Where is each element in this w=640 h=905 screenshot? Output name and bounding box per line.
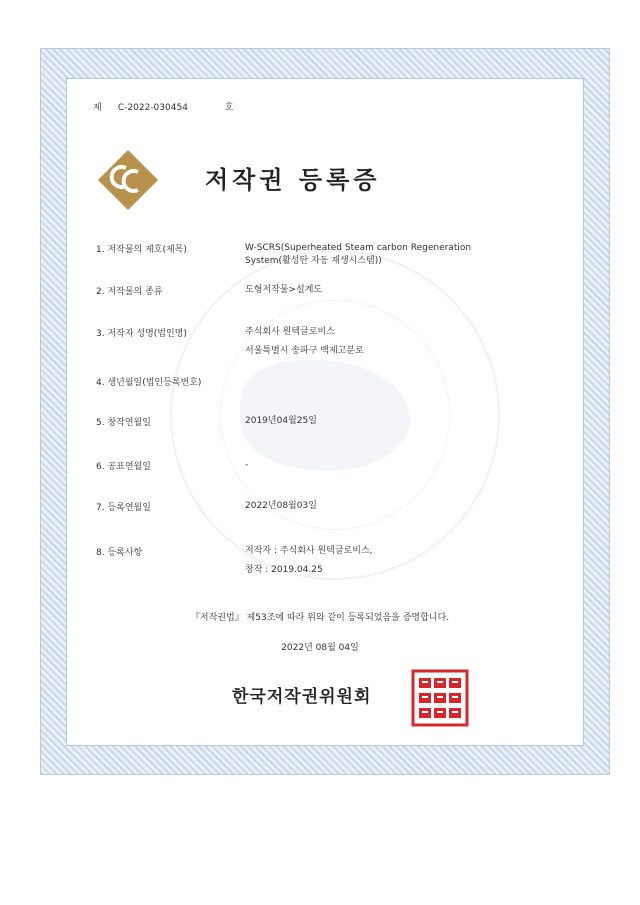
document-title: 저작권 등록증 — [205, 166, 381, 194]
field-value-line: 창작 : 2019.04.25 — [245, 565, 323, 575]
field-value-line: System(활성탄 자동 재생시스템)) — [245, 256, 382, 266]
field-value-line: W-SCRS(Superheated Steam carbon Regeneration — [245, 243, 472, 253]
issue-date: 2022년 08월 04일 — [281, 643, 359, 653]
field-label: 7. 등록연월일 — [96, 503, 151, 513]
field-value — [245, 459, 248, 472]
field-value-line: 2019년04월25일 — [245, 416, 317, 426]
field-label: 2. 저작물의 종류 — [96, 287, 163, 297]
field-label: 8. 등록사항 — [96, 548, 143, 558]
field-value — [245, 326, 364, 358]
field-value — [245, 242, 471, 268]
reg-number: C-2022-030454 — [117, 103, 188, 113]
issuer-name: 한국저작권위원회 — [232, 687, 372, 707]
field-label: 4. 생년월일(법인등록번호) — [96, 378, 202, 388]
registration-number-line — [93, 100, 233, 113]
official-seal-icon — [411, 669, 469, 727]
field-label: 6. 공표연월일 — [96, 462, 151, 472]
field-label: 1. 저작물의 제호(제목) — [96, 245, 187, 255]
copyright-logo-icon — [96, 148, 160, 212]
field-value-line: 저작자 : 주식회사 원텍글로비스, — [245, 546, 373, 556]
field-value-line: 도형저작물>설계도 — [245, 285, 323, 295]
certification-statement: 『저작권법』 제53조에 따라 위와 같이 등록되었음을 증명합니다. — [190, 613, 450, 623]
reg-prefix: 제 — [93, 103, 102, 113]
field-value — [245, 500, 317, 513]
field-value — [245, 284, 322, 297]
field-value-line: - — [245, 460, 249, 470]
field-value — [245, 415, 317, 428]
field-value-line: 주식회사 원텍글로비스 — [245, 327, 335, 337]
field-label: 3. 저작자 성명(법인명) — [96, 329, 187, 339]
field-label: 5. 창작연월일 — [96, 418, 151, 428]
field-value — [245, 545, 373, 577]
field-value-line: 서울특별시 송파구 백제고분로 — [245, 346, 364, 356]
field-value-line: 2022년08월03일 — [245, 501, 317, 511]
reg-suffix: 호 — [224, 103, 234, 113]
